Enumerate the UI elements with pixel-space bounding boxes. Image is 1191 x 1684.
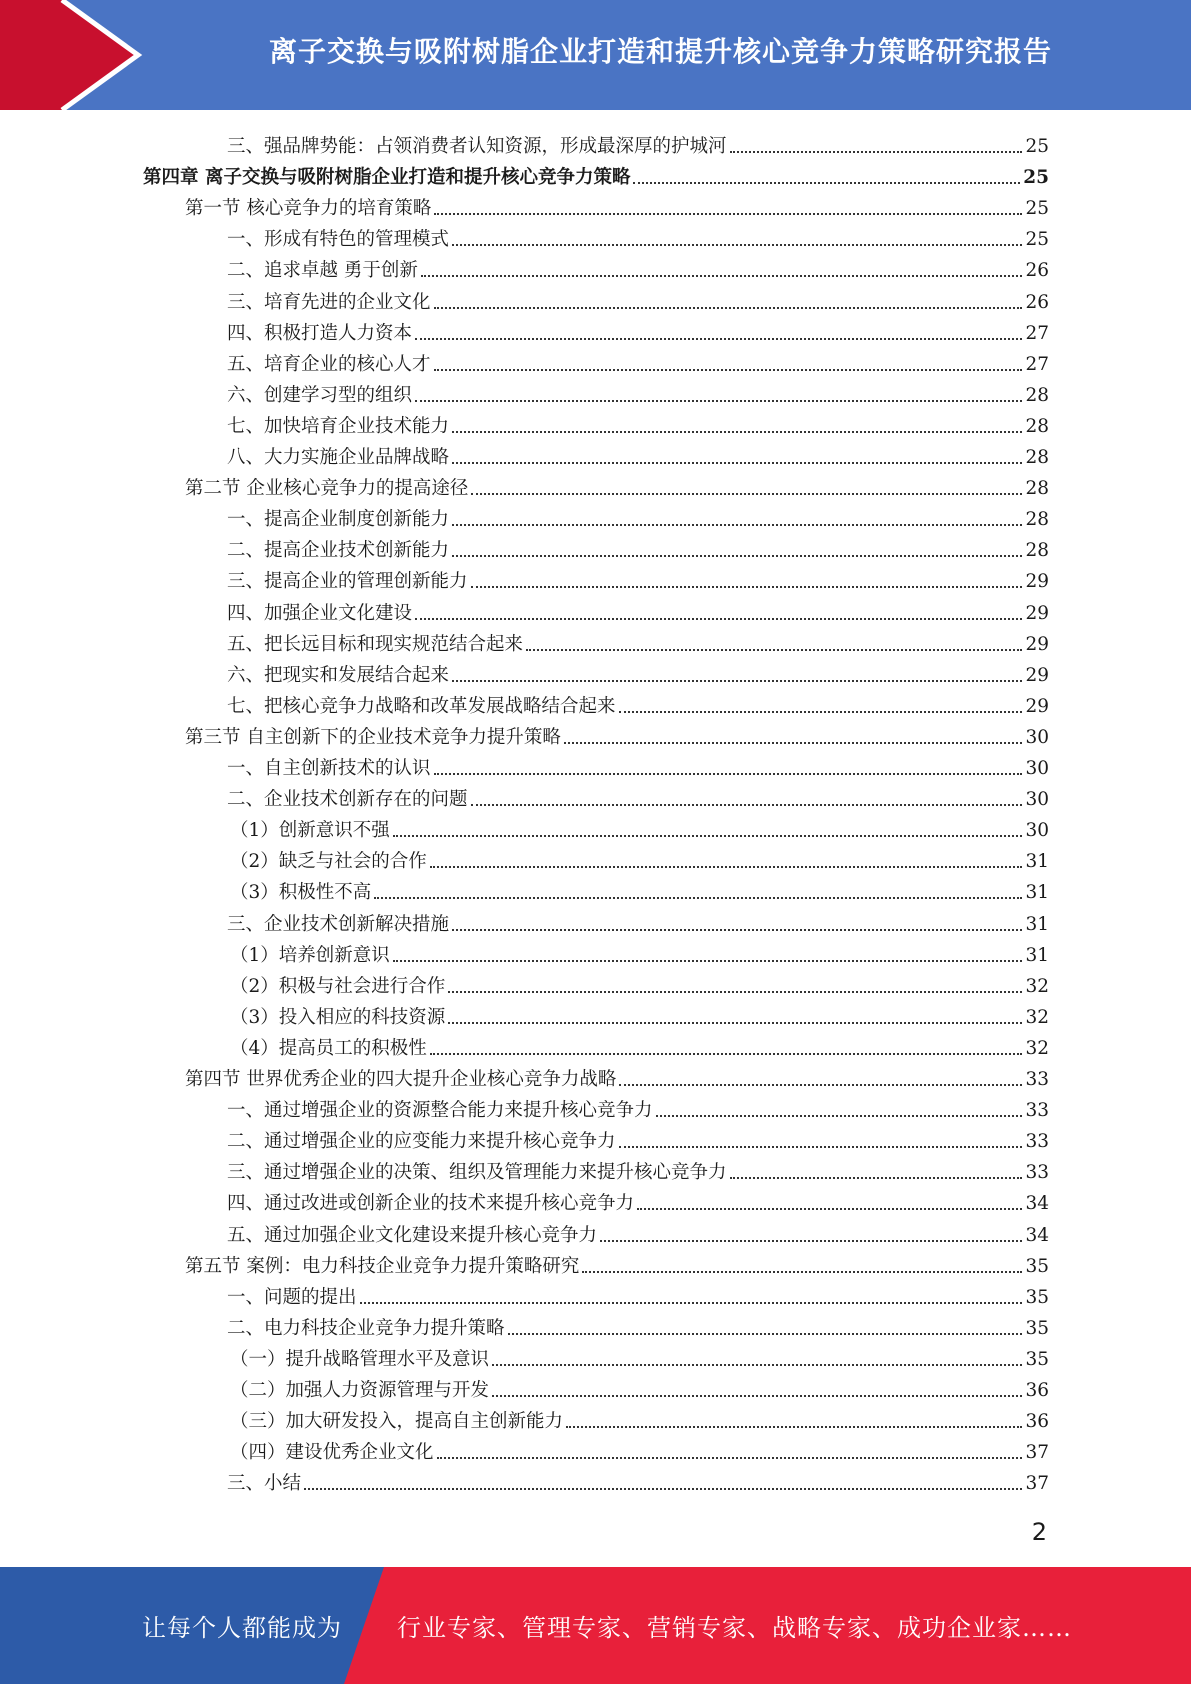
toc-entry-title: 三、强品牌势能：占领消费者认知资源，形成最深厚的护城河 xyxy=(227,136,727,157)
toc-dot-leader xyxy=(452,929,1022,931)
toc-entry-title: 三、培育先进的企业文化 xyxy=(227,291,431,313)
toc-item-row[interactable] xyxy=(230,811,1049,842)
toc-entry-page: 28 xyxy=(1025,447,1049,468)
toc-entry-page: 33 xyxy=(1025,1100,1049,1122)
toc-entry-title: （1）创新意识不强 xyxy=(230,820,390,842)
toc-item-row[interactable] xyxy=(227,656,1049,687)
footer-slogan-right: 行业专家、管理专家、营销专家、战略专家、成功企业家…… xyxy=(397,1614,1072,1642)
toc-dot-leader xyxy=(730,1177,1023,1179)
toc-entry-title: 三、提高企业的管理创新能力 xyxy=(227,571,468,593)
toc-item-row[interactable] xyxy=(227,1216,1049,1247)
toc-dot-leader xyxy=(619,711,1023,713)
toc-item-row[interactable] xyxy=(227,594,1049,625)
toc-dot-leader xyxy=(415,338,1022,340)
toc-item-row[interactable] xyxy=(230,873,1049,904)
toc-entry-page: 34 xyxy=(1025,1193,1049,1215)
toc-item-row[interactable] xyxy=(227,220,1049,251)
toc-item-row[interactable] xyxy=(227,1464,1049,1495)
toc-item-row[interactable] xyxy=(227,1091,1049,1122)
toc-entry-title: 三、企业技术创新解决措施 xyxy=(227,913,450,935)
toc-entry-title: （一）提升战略管理水平及意识 xyxy=(230,1348,490,1370)
toc-entry-page: 29 xyxy=(1025,664,1049,686)
toc-entry-title: （2）积极与社会进行合作 xyxy=(230,975,446,997)
toc-item-row[interactable] xyxy=(227,345,1049,376)
toc-entry-title: （1）培养创新意识 xyxy=(230,944,390,966)
toc-entry-page: 25 xyxy=(1023,167,1049,189)
toc-entry-title: （三）加大研发投入，提高自主创新能力 xyxy=(230,1411,564,1433)
toc-entry-title: 二、企业技术创新存在的问题 xyxy=(227,789,468,811)
toc-entry-title: 二、通过增强企业的应变能力来提升核心竞争力 xyxy=(227,1131,616,1153)
toc-dot-leader xyxy=(393,960,1023,962)
toc-dot-leader xyxy=(566,1426,1022,1428)
toc-section-row[interactable] xyxy=(185,189,1049,220)
page-header xyxy=(0,0,1191,110)
toc-entry-title: 一、自主创新技术的认识 xyxy=(227,758,431,779)
toc-dot-leader xyxy=(471,493,1022,495)
toc-entry-page: 26 xyxy=(1025,291,1049,313)
toc-dot-leader xyxy=(564,742,1023,744)
toc-dot-leader xyxy=(452,431,1022,433)
toc-entry-title: 第四节 世界优秀企业的四大提升企业核心竞争力战略 xyxy=(185,1069,617,1090)
toc-entry-title: 第五节 案例：电力科技企业竞争力提升策略研究 xyxy=(185,1255,580,1277)
toc-dot-leader xyxy=(415,618,1022,620)
toc-entry-page: 31 xyxy=(1025,882,1049,904)
toc-entry-title: （二）加强人力资源管理与开发 xyxy=(230,1380,490,1401)
toc-dot-leader xyxy=(434,773,1023,775)
toc-entry-page: 29 xyxy=(1025,602,1049,624)
toc-entry-title: 三、通过增强企业的决策、组织及管理能力来提升核心竞争力 xyxy=(227,1162,727,1184)
toc-dot-leader xyxy=(452,462,1022,464)
toc-entry-page: 33 xyxy=(1025,1131,1049,1153)
toc-entry-page: 33 xyxy=(1025,1162,1049,1184)
toc-item-row[interactable] xyxy=(230,1402,1049,1433)
toc-entry-title: （四）建设优秀企业文化 xyxy=(230,1442,434,1464)
toc-entry-title: （4）提高员工的积极性 xyxy=(230,1037,427,1059)
toc-dot-leader xyxy=(452,555,1022,557)
toc-entry-page: 31 xyxy=(1025,913,1049,935)
toc-entry-title: 二、电力科技企业竞争力提升策略 xyxy=(227,1317,505,1339)
toc-item-row[interactable] xyxy=(227,283,1049,314)
toc-entry-title: 四、加强企业文化建设 xyxy=(227,602,413,624)
toc-dot-leader xyxy=(304,1488,1022,1490)
toc-entry-page: 32 xyxy=(1025,975,1049,997)
toc-entry-page: 36 xyxy=(1025,1380,1049,1401)
toc-entry-page: 28 xyxy=(1025,478,1049,500)
toc-entry-page: 36 xyxy=(1025,1411,1049,1433)
toc-item-row[interactable] xyxy=(227,905,1049,936)
toc-entry-page: 27 xyxy=(1025,353,1049,375)
toc-entry-title: 八、大力实施企业品牌战略 xyxy=(227,447,450,468)
toc-entry-title: 第三节 自主创新下的企业技术竞争力提升策略 xyxy=(185,726,561,748)
toc-entry-title: 一、通过增强企业的资源整合能力来提升核心竞争力 xyxy=(227,1100,653,1122)
toc-item-row[interactable] xyxy=(230,998,1049,1029)
toc-entry-page: 35 xyxy=(1025,1286,1049,1308)
toc-entry-title: 二、追求卓越 勇于创新 xyxy=(227,260,418,282)
toc-entry-page: 30 xyxy=(1025,758,1049,779)
toc-dot-leader xyxy=(656,1115,1023,1117)
toc-dot-leader xyxy=(448,991,1022,993)
toc-dot-leader xyxy=(374,897,1022,899)
toc-item-row[interactable] xyxy=(227,687,1049,718)
toc-dot-leader xyxy=(633,182,1020,184)
toc-item-row[interactable] xyxy=(230,1029,1049,1060)
toc-entry-page: 28 xyxy=(1025,415,1049,437)
toc-item-row[interactable] xyxy=(227,1153,1049,1184)
toc-dot-leader xyxy=(619,1146,1023,1148)
toc-dot-leader xyxy=(452,524,1022,526)
toc-entry-title: 七、把核心竞争力战略和改革发展战略结合起来 xyxy=(227,695,616,717)
toc-dot-leader xyxy=(415,400,1022,402)
toc-item-row[interactable] xyxy=(230,842,1049,873)
toc-chapter-row[interactable] xyxy=(143,158,1049,189)
toc-entry-title: 一、形成有特色的管理模式 xyxy=(227,229,450,251)
toc-item-row[interactable] xyxy=(230,1433,1049,1464)
toc-entry-title: 第二节 企业核心竞争力的提高途径 xyxy=(185,478,469,500)
toc-item-row[interactable] xyxy=(227,127,1049,158)
toc-entry-title: 第一节 核心竞争力的培育策略 xyxy=(185,198,432,220)
toc-entry-page: 32 xyxy=(1025,1006,1049,1028)
toc-entry-page: 30 xyxy=(1025,789,1049,811)
toc-item-row[interactable] xyxy=(227,376,1049,407)
toc-dot-leader xyxy=(434,369,1023,371)
toc-entry-page: 37 xyxy=(1025,1442,1049,1464)
toc-entry-page: 37 xyxy=(1025,1473,1049,1495)
toc-item-row[interactable] xyxy=(227,1122,1049,1153)
toc-entry-title: （3）投入相应的科技资源 xyxy=(230,1006,446,1028)
toc-dot-leader xyxy=(434,307,1023,309)
toc-item-row[interactable] xyxy=(227,438,1049,469)
toc-entry-page: 29 xyxy=(1025,695,1049,717)
toc-entry-page: 35 xyxy=(1025,1348,1049,1370)
toc-entry-page: 31 xyxy=(1025,944,1049,966)
toc-dot-leader xyxy=(421,275,1023,277)
toc-dot-leader xyxy=(437,1457,1023,1459)
toc-entry-title: 六、把现实和发展结合起来 xyxy=(227,664,450,686)
toc-item-row[interactable] xyxy=(227,1184,1049,1215)
toc-entry-title: 一、提高企业制度创新能力 xyxy=(227,509,450,531)
toc-dot-leader xyxy=(434,213,1022,215)
toc-entry-page: 25 xyxy=(1025,229,1049,251)
toc-dot-leader xyxy=(393,835,1023,837)
footer-slogan-left: 让每个人都能成为 xyxy=(142,1614,342,1642)
toc-entry-page: 30 xyxy=(1025,726,1049,748)
toc-entry-page: 28 xyxy=(1025,540,1049,562)
toc-entry-page: 28 xyxy=(1025,509,1049,531)
toc-entry-title: 二、提高企业技术创新能力 xyxy=(227,540,450,562)
toc-dot-leader xyxy=(471,804,1023,806)
toc-item-row[interactable] xyxy=(227,562,1049,593)
toc-entry-title: 一、问题的提出 xyxy=(227,1286,357,1308)
toc-item-row[interactable] xyxy=(230,936,1049,967)
toc-item-row[interactable] xyxy=(227,407,1049,438)
toc-item-row[interactable] xyxy=(227,531,1049,562)
toc-entry-title: （3）积极性不高 xyxy=(230,882,372,904)
toc-dot-leader xyxy=(452,244,1022,246)
toc-dot-leader xyxy=(600,1240,1022,1242)
toc-section-row[interactable] xyxy=(185,469,1049,500)
toc-entry-page: 32 xyxy=(1025,1037,1049,1059)
toc-entry-page: 33 xyxy=(1025,1069,1049,1090)
toc-dot-leader xyxy=(637,1208,1022,1210)
toc-item-row[interactable] xyxy=(230,1371,1049,1402)
page-footer xyxy=(0,1567,1191,1684)
toc-dot-leader xyxy=(430,1053,1023,1055)
toc-entry-page: 35 xyxy=(1025,1255,1049,1277)
toc-entry-page: 28 xyxy=(1025,384,1049,406)
toc-entry-title: 四、积极打造人力资本 xyxy=(227,322,413,344)
report-title: 离子交换与吸附树脂企业打造和提升核心竞争力策略研究报告 xyxy=(268,35,1052,68)
toc-item-row[interactable] xyxy=(227,1278,1049,1309)
toc-dot-leader xyxy=(582,1271,1022,1273)
toc-dot-leader xyxy=(508,1333,1023,1335)
toc-item-row[interactable] xyxy=(227,780,1049,811)
toc-item-row[interactable] xyxy=(227,500,1049,531)
toc-item-row[interactable] xyxy=(227,314,1049,345)
toc-dot-leader xyxy=(492,1395,1022,1397)
toc-dot-leader xyxy=(619,1084,1022,1086)
toc-entry-title: 四、通过改进或创新企业的技术来提升核心竞争力 xyxy=(227,1193,635,1215)
toc-item-row[interactable] xyxy=(227,625,1049,656)
toc-section-row[interactable] xyxy=(185,718,1049,749)
toc-entry-title: 五、培育企业的核心人才 xyxy=(227,353,431,375)
page-number: 2 xyxy=(1031,1518,1047,1546)
toc-entry-page: 26 xyxy=(1025,260,1049,282)
toc-entry-page: 30 xyxy=(1025,820,1049,842)
toc-entry-title: （2）缺乏与社会的合作 xyxy=(230,851,427,873)
toc-item-row[interactable] xyxy=(227,251,1049,282)
toc-item-row[interactable] xyxy=(227,1309,1049,1340)
toc-section-row[interactable] xyxy=(185,1247,1049,1278)
toc-entry-page: 29 xyxy=(1025,571,1049,593)
toc-entry-title: 三、小结 xyxy=(227,1473,302,1495)
toc-entry-page: 34 xyxy=(1025,1224,1049,1246)
toc-entry-title: 第四章 离子交换与吸附树脂企业打造和提升核心竞争力策略 xyxy=(143,167,631,189)
toc-dot-leader xyxy=(492,1364,1022,1366)
toc-entry-title: 五、把长远目标和现实规范结合起来 xyxy=(227,633,524,655)
toc-entry-page: 35 xyxy=(1025,1317,1049,1339)
toc-entry-page: 27 xyxy=(1025,322,1049,344)
toc-dot-leader xyxy=(452,680,1022,682)
toc-dot-leader xyxy=(430,866,1023,868)
toc-item-row[interactable] xyxy=(227,749,1049,780)
toc-section-row[interactable] xyxy=(185,1060,1049,1091)
toc-entry-page: 31 xyxy=(1025,851,1049,873)
toc-entry-page: 25 xyxy=(1025,198,1049,220)
toc-item-row[interactable] xyxy=(230,967,1049,998)
toc-item-row[interactable] xyxy=(230,1340,1049,1371)
toc-dot-leader xyxy=(526,649,1022,651)
toc-entry-title: 五、通过加强企业文化建设来提升核心竞争力 xyxy=(227,1224,598,1246)
toc-entry-title: 六、创建学习型的组织 xyxy=(227,384,413,406)
toc-entry-title: 七、加快培育企业技术能力 xyxy=(227,415,450,437)
toc-dot-leader xyxy=(360,1302,1023,1304)
toc-dot-leader xyxy=(471,586,1023,588)
toc-dot-leader xyxy=(730,151,1023,153)
toc-entry-page: 25 xyxy=(1025,136,1049,157)
toc-entry-page: 29 xyxy=(1025,633,1049,655)
toc-dot-leader xyxy=(448,1022,1022,1024)
